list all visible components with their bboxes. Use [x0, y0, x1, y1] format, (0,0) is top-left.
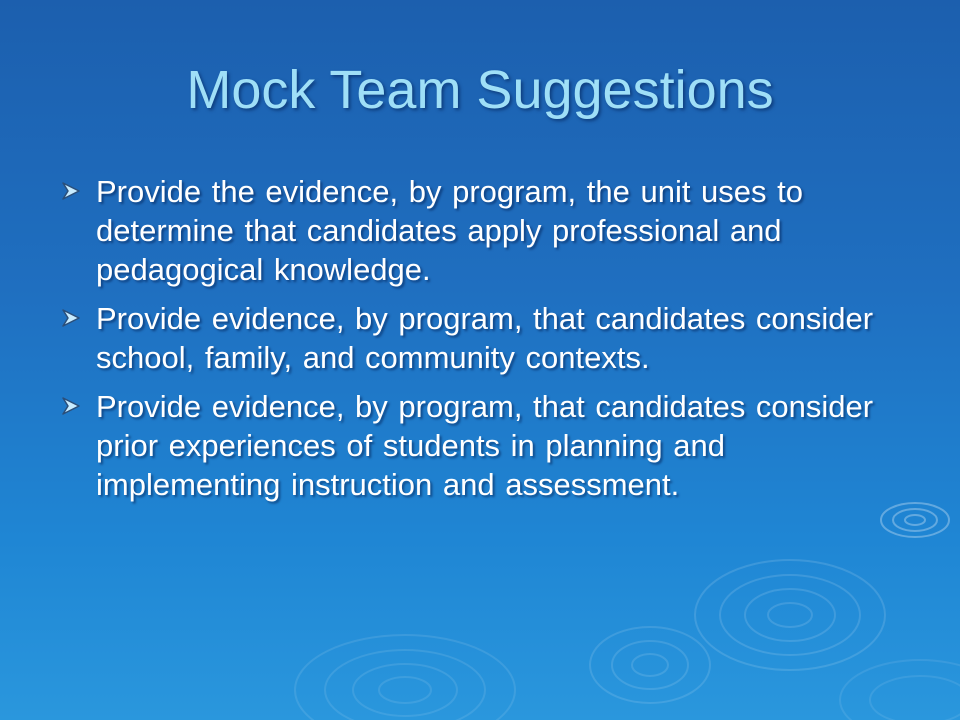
slide-title: Mock Team Suggestions [186, 60, 774, 120]
bullet-text: Provide evidence, by program, that candidates consider prior experiences of students in planning and implementing instruction and assessment. [96, 389, 874, 502]
arrow-bullet-icon [60, 395, 82, 417]
bullet-item [60, 172, 910, 289]
bullet-text: Provide evidence, by program, that candidates consider school, family, and community contexts. [96, 301, 874, 375]
bullet-item [60, 387, 910, 504]
arrow-bullet-icon [60, 180, 82, 202]
bullet-list [60, 172, 910, 514]
bullet-item [60, 299, 910, 377]
arrow-bullet-icon [60, 307, 82, 329]
bullet-text: Provide the evidence, by program, the unit uses to determine that candidates apply professional and pedagogical knowledge. [96, 174, 804, 287]
